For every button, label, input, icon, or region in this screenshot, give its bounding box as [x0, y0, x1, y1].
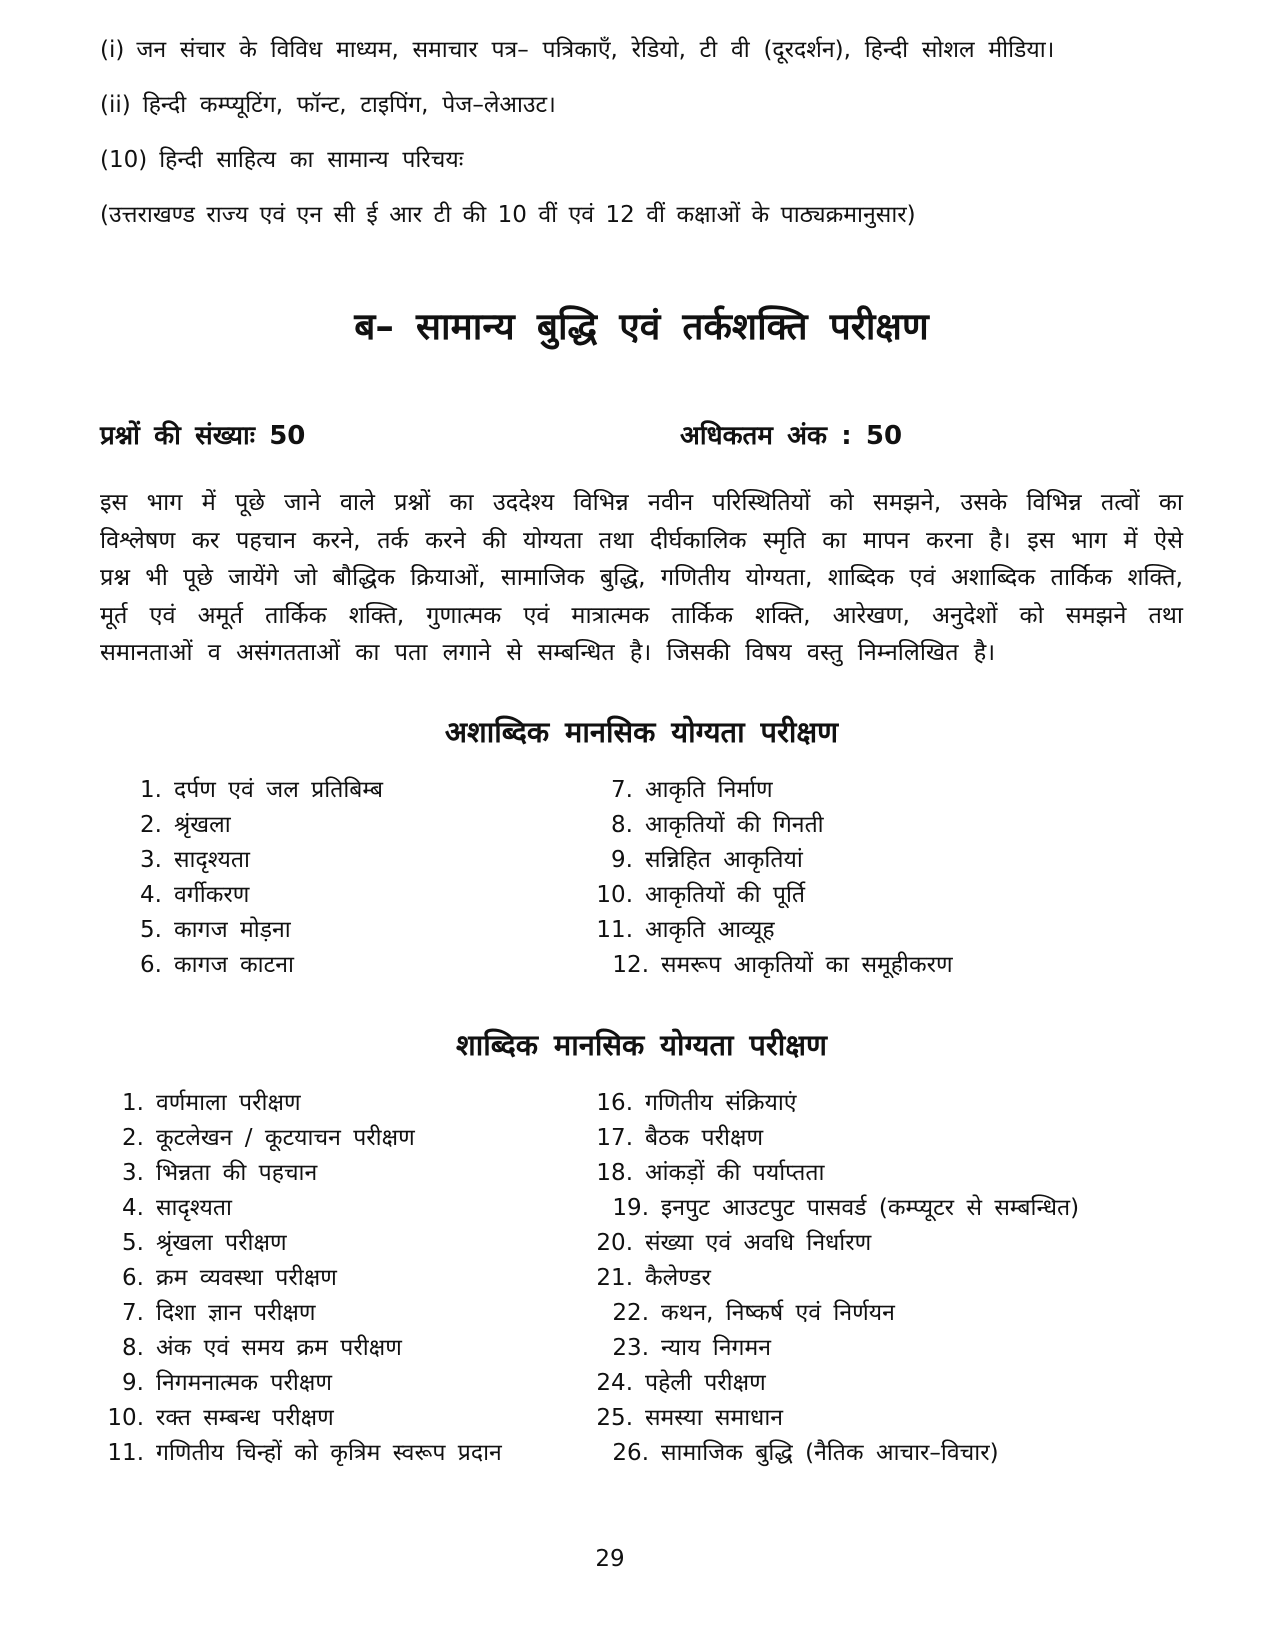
item-label: रक्त सम्बन्ध परीक्षण	[156, 1404, 334, 1431]
item-text: हिन्दी कम्प्यूटिंग, फॉन्ट, टाइपिंग, पेज–लेआउट।	[142, 92, 556, 118]
section-b-heading: ब– सामान्य बुद्धि एवं तर्कशक्ति परीक्षण	[354, 305, 929, 348]
top-list-item	[100, 138, 1183, 182]
item-number: 4.	[140, 881, 162, 908]
item-label: कथन, निष्कर्ष एवं निर्णयन	[661, 1299, 895, 1326]
item-number: 26.	[612, 1439, 649, 1466]
list-item	[100, 843, 595, 878]
item-label: दर्पण एवं जल प्रतिबिम्ब	[174, 776, 384, 803]
item-number: 19.	[612, 1194, 649, 1221]
item-number: 17.	[596, 1124, 633, 1151]
top-list	[100, 28, 1183, 182]
item-number: 20.	[596, 1229, 633, 1256]
item-number: 22.	[612, 1299, 649, 1326]
list-item	[100, 1401, 595, 1436]
item-label: सादृश्यता	[174, 846, 250, 873]
item-label: सन्निहित आकृतियां	[645, 846, 803, 873]
stats-row	[100, 416, 1183, 456]
item-number: 11.	[107, 1439, 144, 1466]
list-item	[100, 878, 595, 913]
item-label: वर्गीकरण	[174, 881, 250, 908]
item-number: 9.	[611, 846, 633, 873]
list-item	[595, 1401, 1183, 1436]
item-label: सामाजिक बुद्धि (नैतिक आचार–विचार)	[661, 1439, 999, 1466]
item-label: श्रृंखला	[174, 811, 231, 838]
list-item	[595, 773, 1183, 808]
item-label: आकृतियों की पूर्ति	[645, 881, 806, 908]
item-label: संख्या एवं अवधि निर्धारण	[645, 1229, 872, 1256]
list-item	[100, 913, 595, 948]
item-number: 8.	[611, 811, 633, 838]
item-marker: (i)	[100, 37, 125, 63]
intro-paragraph: इस भाग में पूछे जाने वाले प्रश्नों का उददेश्य विभिन्न नवीन परिस्थितियों को समझने, उसके विभिन्न तत्वों का विश्लेषण कर पहचान करने, तर्क करने की योग्यता तथा दीर्घकालिक स्मृति का मापन करना है। इस भाग में ऐसे प्रश्न भी पूछे जायेंगे जो बौद्धिक क्रियाओं, सामाजिक बुद्धि, गणितीय योग्यता, शाब्दिक एवं अशाब्दिक तार्किक शक्ति, मूर्त एवं अमूर्त तार्किक शक्ति, गुणात्मक एवं मात्रात्मक तार्किक शक्ति, आरेखण, अनुदेशों को समझने तथा समानताओं व असंगतताओं का पता लगाने से सम्बन्धित है। जिसकी विषय वस्तु निम्नलिखित है।	[100, 488, 1183, 666]
list-item	[100, 1296, 595, 1331]
list-item	[100, 1226, 595, 1261]
item-label: कैलेण्डर	[645, 1264, 711, 1291]
top-list-item	[100, 28, 1183, 72]
verbal-heading: शाब्दिक मानसिक योग्यता परीक्षण	[455, 1027, 828, 1062]
item-number: 3.	[122, 1159, 144, 1186]
item-label: समस्या समाधान	[645, 1404, 784, 1431]
item-label: निगमनात्मक परीक्षण	[156, 1369, 332, 1396]
list-item	[100, 1436, 595, 1471]
item-label: भिन्नता की पहचान	[156, 1159, 318, 1186]
item-number: 6.	[122, 1264, 144, 1291]
list-item	[595, 1331, 1183, 1366]
list-item	[100, 1086, 595, 1121]
list-item	[595, 1366, 1183, 1401]
item-label: बैठक परीक्षण	[645, 1124, 764, 1151]
item-number: 1.	[140, 776, 162, 803]
verbal-list	[100, 1086, 1183, 1471]
list-item	[595, 913, 1183, 948]
item-number: 2.	[122, 1124, 144, 1151]
list-item	[100, 1261, 595, 1296]
list-item	[100, 1331, 595, 1366]
item-label: श्रृंखला परीक्षण	[156, 1229, 287, 1256]
item-label: इनपुट आउटपुट पासवर्ड (कम्प्यूटर से सम्बन्धित)	[661, 1194, 1080, 1221]
nonverbal-list	[100, 773, 1183, 983]
item-number: 10.	[107, 1404, 144, 1431]
top-list-item	[100, 83, 1183, 127]
syllabus-note: (उत्तराखण्ड राज्य एवं एन सी ई आर टी की 10 वीं एवं 12 वीं कक्षाओं के पाठ्यक्रमानुसार)	[100, 202, 916, 228]
list-item	[100, 1366, 595, 1401]
list-item	[595, 948, 1183, 983]
nonverbal-heading: अशाब्दिक मानसिक योग्यता परीक्षण	[444, 714, 839, 749]
item-number: 18.	[596, 1159, 633, 1186]
item-number: 6.	[140, 951, 162, 978]
list-item	[595, 1261, 1183, 1296]
item-number: 21.	[596, 1264, 633, 1291]
item-number: 10.	[596, 881, 633, 908]
list-item	[595, 1226, 1183, 1261]
item-number: 11.	[596, 916, 633, 943]
item-label: आंकड़ों की पर्याप्तता	[645, 1159, 825, 1186]
item-text: हिन्दी साहित्य का सामान्य परिचयः	[159, 147, 464, 173]
list-item	[100, 1156, 595, 1191]
item-number: 16.	[596, 1089, 633, 1116]
item-number: 5.	[122, 1229, 144, 1256]
item-label: अंक एवं समय क्रम परीक्षण	[156, 1334, 402, 1361]
item-label: वर्णमाला परीक्षण	[156, 1089, 301, 1116]
item-label: कागज काटना	[174, 951, 294, 978]
item-label: आकृति आव्यूह	[645, 916, 775, 943]
item-number: 2.	[140, 811, 162, 838]
item-label: आकृतियों की गिनती	[645, 811, 824, 838]
item-number: 23.	[612, 1334, 649, 1361]
item-label: गणितीय चिन्हों को कृत्रिम स्वरूप प्रदान	[156, 1439, 502, 1466]
list-item	[100, 808, 595, 843]
item-label: पहेली परीक्षण	[645, 1369, 766, 1396]
item-label: क्रम व्यवस्था परीक्षण	[156, 1264, 337, 1291]
item-number: 8.	[122, 1334, 144, 1361]
item-label: आकृति निर्माण	[645, 776, 773, 803]
item-label: न्याय निगमन	[661, 1334, 771, 1361]
list-item	[595, 1086, 1183, 1121]
item-label: कागज मोड़ना	[174, 916, 291, 943]
item-number: 5.	[140, 916, 162, 943]
item-label: दिशा ज्ञान परीक्षण	[156, 1299, 316, 1326]
item-number: 7.	[611, 776, 633, 803]
list-item	[100, 1191, 595, 1226]
item-number: 12.	[612, 951, 649, 978]
item-number: 4.	[122, 1194, 144, 1221]
list-item	[595, 843, 1183, 878]
list-item	[100, 948, 595, 983]
list-item	[100, 773, 595, 808]
list-item	[595, 1121, 1183, 1156]
item-marker: (10)	[100, 147, 148, 173]
list-item	[595, 1436, 1183, 1471]
list-item	[595, 878, 1183, 913]
list-item	[595, 1296, 1183, 1331]
item-number: 1.	[122, 1089, 144, 1116]
list-item	[595, 1156, 1183, 1191]
questions-count: प्रश्नों की संख्याः 50	[100, 421, 306, 451]
item-number: 9.	[122, 1369, 144, 1396]
max-marks: अधिकतम अंक : 50	[680, 421, 903, 451]
list-item	[595, 808, 1183, 843]
item-label: गणितीय संक्रियाएं	[645, 1089, 797, 1116]
list-item	[100, 1121, 595, 1156]
item-number: 25.	[596, 1404, 633, 1431]
item-label: सादृश्यता	[156, 1194, 232, 1221]
page-number: 29	[595, 1546, 625, 1572]
item-number: 7.	[122, 1299, 144, 1326]
item-number: 3.	[140, 846, 162, 873]
list-item	[595, 1191, 1183, 1226]
item-label: कूटलेखन / कूटयाचन परीक्षण	[156, 1124, 415, 1151]
item-label: समरूप आकृतियों का समूहीकरण	[661, 951, 953, 978]
item-marker: (ii)	[100, 92, 131, 118]
item-number: 24.	[596, 1369, 633, 1396]
item-text: जन संचार के विविध माध्यम, समाचार पत्र– पत्रिकाएँ, रेडियो, टी वी (दूरदर्शन), हिन्दी सोशल मीडिया।	[136, 37, 1055, 63]
